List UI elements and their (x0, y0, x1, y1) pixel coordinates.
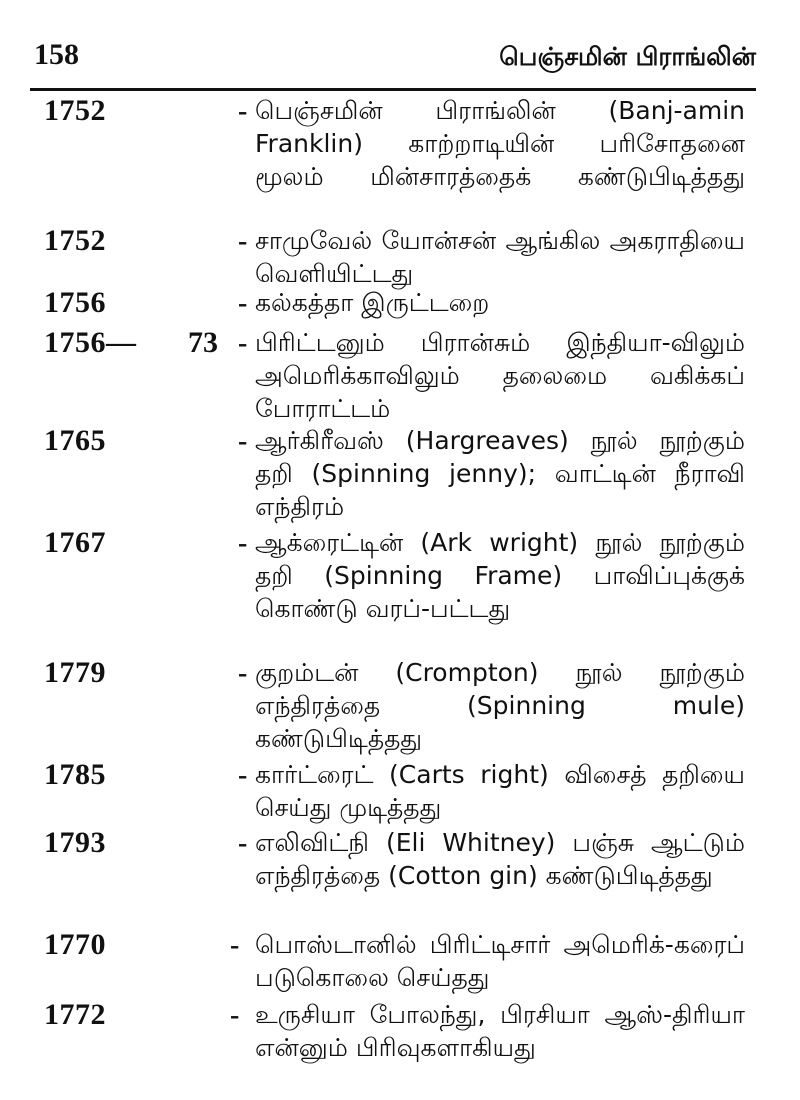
entry-year: 1765 (44, 424, 106, 457)
entry-dash: - (238, 96, 248, 127)
entry-text: கார்ட்ரைட் (Carts right) விசைத் தறியை செய்து முடித்தது (255, 760, 745, 822)
entry-year: 1752 (44, 94, 106, 127)
entry-text: ஆர்கிரீவஸ் (Hargreaves) நூல் நூற்கும் தறி (Spinning jenny); வாட்டின் நீராவி எந்திரம் (255, 426, 745, 521)
entry-text: உருசியா போலந்து, பிரசியா ஆஸ்-திரியா என்னும் பிரிவுகளாகியது (255, 1000, 745, 1062)
entry-year: 1752 (44, 224, 106, 257)
entry-year: 1779 (44, 656, 106, 689)
entry-text: கல்கத்தா இருட்டறை (255, 288, 490, 317)
entry-dash: - (238, 658, 248, 689)
entry-year: 1770 (44, 928, 106, 961)
entry-year: 1756 (44, 286, 106, 319)
entry-dash: - (230, 1000, 240, 1031)
entry-dash: - (238, 426, 248, 457)
running-title: பெஞ்சமின் பிராங்லின் (499, 42, 756, 71)
entry-dash: - (238, 760, 248, 791)
entry-year: 1772 (44, 998, 106, 1031)
entry-year: 1756— (44, 326, 137, 359)
entry-text: பிரிட்டனும் பிரான்சும் இந்தியா-விலும் அமெரிக்காவிலும் தலைமை வகிக்கப் போராட்டம் (255, 328, 745, 423)
entry-year-end: 73 (188, 326, 218, 359)
entry-text: குறம்டன் (Crompton) நூல் நூற்கும் எந்திரத்தை (Spinning mule) கண்டுபிடித்தது (255, 658, 745, 753)
entry-text: பொஸ்டானில் பிரிட்டிசார் அமெரிக்-கரைப் படுகொலை செய்தது (255, 930, 745, 992)
entry-text: பெஞ்சமின் பிராங்லின் (Banj-amin Franklin) காற்றாடியின் பரிசோதனை மூலம் மின்சாரத்தைக் கண்டுபிடித்தது (255, 96, 745, 191)
page-header (34, 32, 756, 82)
entry-text: ஆக்ரைட்டின் (Ark wright) நூல் நூற்கும் தறி (Spinning Frame) பாவிப்புக்குக் கொண்டு வரப்-பட்டது (255, 528, 745, 623)
entry-dash: - (238, 226, 248, 257)
entry-dash: - (238, 528, 248, 559)
entry-dash: - (238, 288, 248, 319)
page-number: 158 (34, 38, 79, 71)
entry-text: சாமுவேல் யோன்சன் ஆங்கில அகராதியை வெளியிட்டது (255, 226, 745, 288)
entry-year: 1767 (44, 526, 106, 559)
header-rule (30, 88, 756, 91)
entry-year: 1793 (44, 826, 106, 859)
entry-dash: - (238, 328, 248, 359)
entry-dash: - (230, 930, 240, 961)
entry-dash: - (238, 828, 248, 859)
entry-year: 1785 (44, 758, 106, 791)
entry-text: எலிவிட்நி (Eli Whitney) பஞ்சு ஆட்டும் எந்திரத்தை (Cotton gin) கண்டுபிடித்தது (255, 828, 745, 890)
